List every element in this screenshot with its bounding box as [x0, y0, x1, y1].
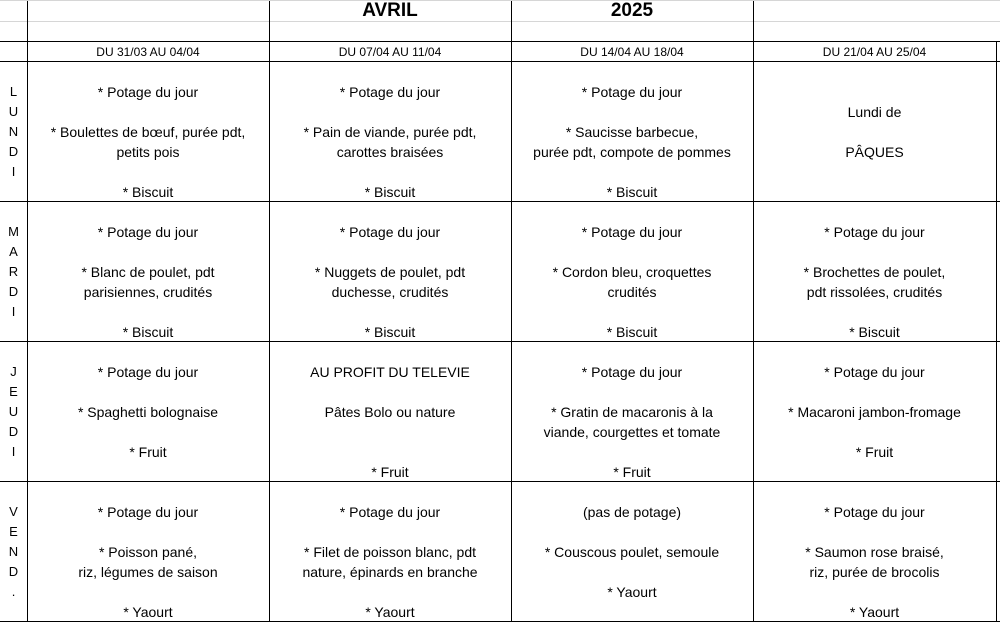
menu-line: * Yaourt: [123, 604, 173, 620]
menu-line: * Macaroni jambon-fromage: [788, 404, 961, 420]
week-header: DU 31/03 AU 04/04: [96, 45, 200, 59]
day-letter: I: [11, 164, 16, 179]
menu-line: * Potage du jour: [581, 84, 683, 100]
menu-line: * Filet de poisson blanc, pdt: [304, 544, 476, 560]
menu-line: Pâtes Bolo ou nature: [324, 404, 456, 420]
day-letter: M: [8, 224, 19, 239]
menu-line: * Fruit: [613, 464, 651, 480]
menu-line: (pas de potage): [582, 504, 682, 520]
menu-line: * Blanc de poulet, pdt: [81, 264, 215, 280]
menu-line: * Saucisse barbecue,: [565, 124, 699, 140]
menu-line: * Brochettes de poulet,: [803, 264, 946, 280]
day-letter: D: [8, 144, 19, 159]
menu-line: * Biscuit: [364, 184, 416, 200]
hline-major: [996, 41, 997, 622]
menu-line: * Potage du jour: [339, 224, 441, 240]
menu-line: * Poisson pané,: [98, 544, 198, 560]
day-letter: E: [9, 524, 18, 539]
day-letter: I: [11, 304, 16, 319]
menu-line: * Biscuit: [606, 324, 658, 340]
menu-line: * Gratin de macaronis à la: [551, 404, 713, 420]
menu-line: * Yaourt: [849, 604, 900, 620]
menu-line: * Potage du jour: [97, 504, 199, 520]
menu-line: * Fruit: [855, 444, 894, 460]
menu-line: Lundi de: [847, 104, 902, 120]
menu-line: * Biscuit: [849, 324, 900, 340]
menu-line: * Biscuit: [364, 324, 416, 340]
menu-line: purée pdt, compote de pommes: [533, 144, 731, 160]
menu-line: * Fruit: [371, 464, 409, 480]
day-letter: D: [8, 424, 19, 439]
day-letter: V: [9, 504, 18, 519]
month-title: AVRIL: [362, 0, 418, 21]
hline-major: [753, 0, 754, 622]
day-letter: E: [9, 384, 18, 399]
menu-line: * Yaourt: [607, 584, 657, 600]
menu-line: * Potage du jour: [824, 504, 925, 520]
menu-line: * Cordon bleu, croquettes: [552, 264, 712, 280]
menu-line: * Saumon rose braisé,: [805, 544, 944, 560]
menu-line: riz, légumes de saison: [78, 564, 218, 580]
menu-line: PÂQUES: [845, 144, 904, 160]
week-header: DU 07/04 AU 11/04: [338, 45, 442, 59]
menu-line: pdt rissolées, crudités: [806, 284, 943, 300]
menu-line: * Potage du jour: [339, 84, 441, 100]
menu-line: * Biscuit: [122, 184, 174, 200]
menu-line: viande, courgettes et tomate: [543, 424, 721, 440]
menu-line: duchesse, crudités: [331, 284, 449, 300]
menu-line: * Nuggets de poulet, pdt: [314, 264, 466, 280]
menu-line: * Pain de viande, purée pdt,: [303, 124, 477, 140]
day-letter: N: [8, 124, 19, 139]
week-header: DU 21/04 AU 25/04: [822, 45, 927, 59]
day-letter: R: [8, 264, 19, 279]
menu-line: parisiennes, crudités: [83, 284, 213, 300]
menu-line: * Potage du jour: [824, 224, 925, 240]
menu-line: riz, purée de brocolis: [809, 564, 940, 580]
menu-line: * Couscous poulet, semoule: [544, 544, 720, 560]
menu-line: * Boulettes de bœuf, purée pdt,: [50, 124, 246, 140]
menu-line: * Fruit: [129, 444, 167, 460]
menu-line: * Potage du jour: [824, 364, 925, 380]
menu-line: * Yaourt: [365, 604, 415, 620]
day-letter: A: [9, 244, 18, 259]
menu-line: * Potage du jour: [97, 84, 199, 100]
menu-line: carottes braisées: [336, 144, 444, 160]
day-letter: U: [8, 404, 19, 419]
menu-line: * Potage du jour: [581, 224, 683, 240]
menu-line: * Potage du jour: [581, 364, 683, 380]
menu-line: * Biscuit: [122, 324, 174, 340]
menu-line: crudités: [607, 284, 657, 300]
menu-line: nature, épinards en branche: [302, 564, 478, 580]
menu-line: * Potage du jour: [339, 504, 441, 520]
day-letter: .: [11, 584, 16, 599]
week-header: DU 14/04 AU 18/04: [580, 45, 684, 59]
day-letter: L: [9, 84, 18, 99]
day-letter: I: [11, 444, 16, 459]
day-letter: D: [8, 564, 19, 579]
day-letter: J: [10, 364, 17, 379]
day-letter: N: [8, 544, 19, 559]
menu-line: AU PROFIT DU TELEVIE: [310, 364, 470, 380]
day-letter: D: [8, 284, 19, 299]
menu-line: * Potage du jour: [97, 224, 199, 240]
menu-line: * Spaghetti bolognaise: [77, 404, 219, 420]
menu-line: petits pois: [116, 144, 180, 160]
menu-line: * Potage du jour: [97, 364, 199, 380]
year-title: 2025: [610, 0, 654, 21]
day-letter: U: [8, 104, 19, 119]
menu-line: * Biscuit: [606, 184, 658, 200]
